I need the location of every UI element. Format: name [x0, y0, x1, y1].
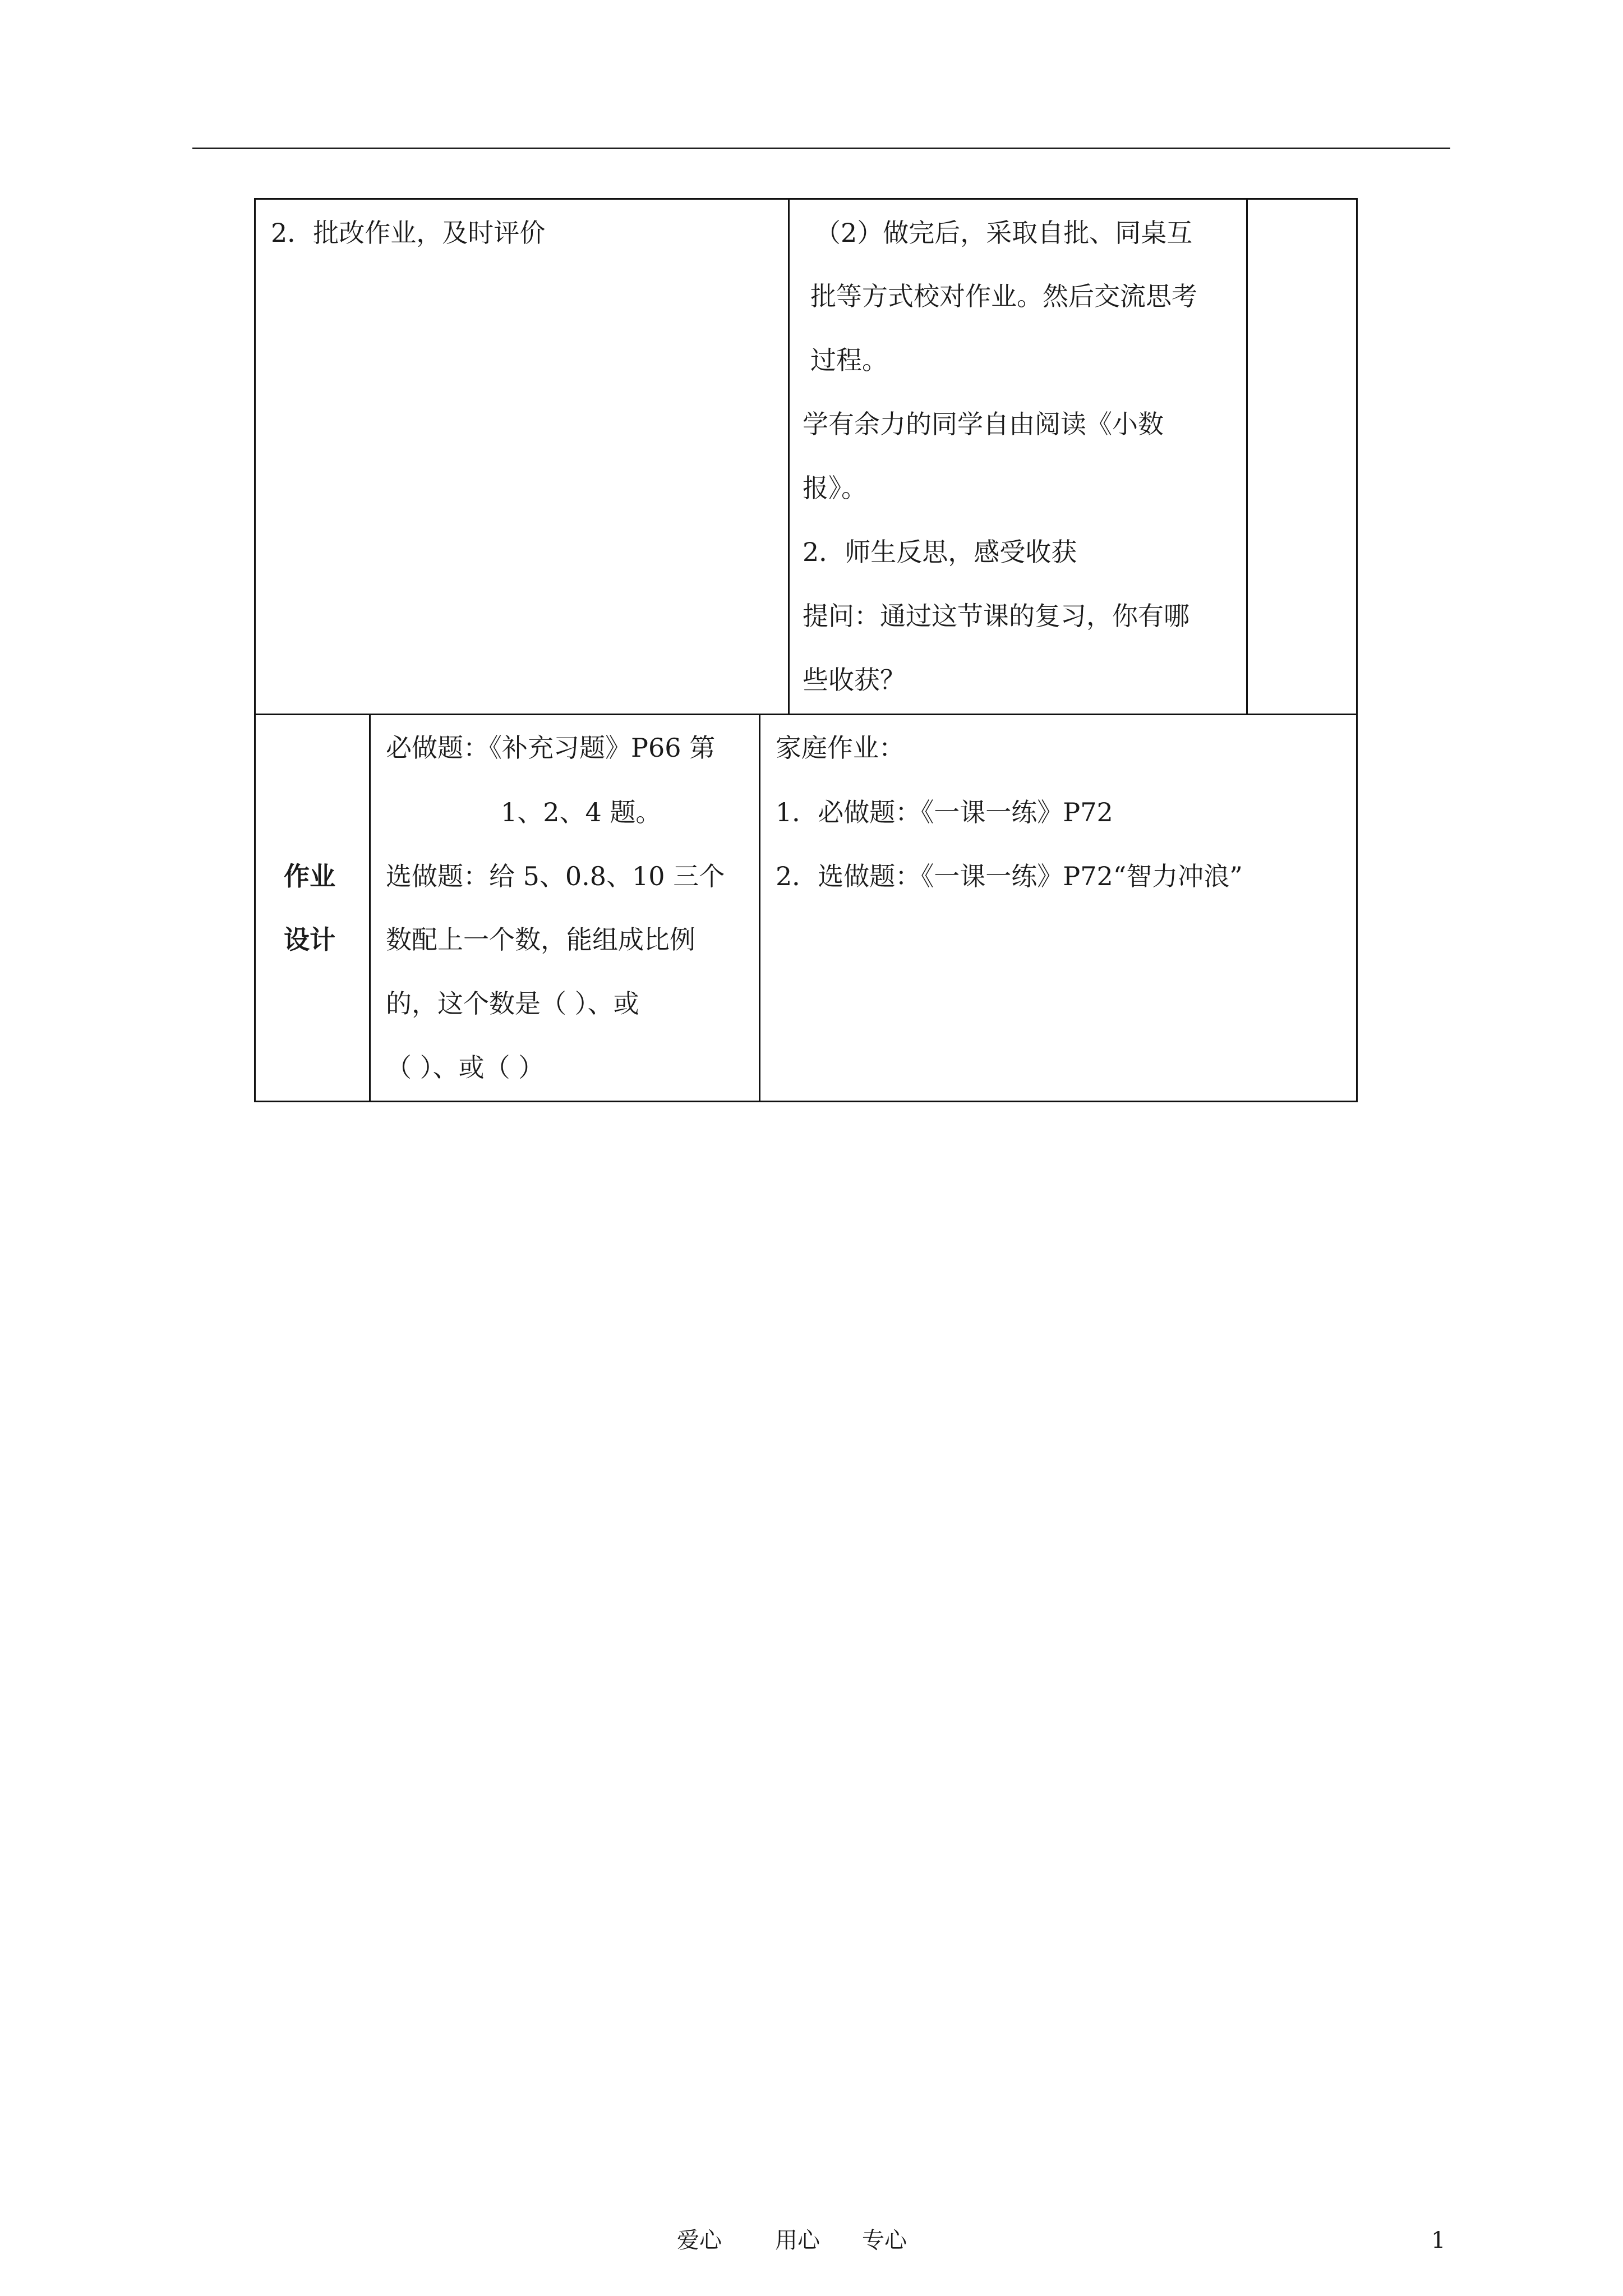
family-homework-line: 2．选做题：《一课一练》P72“智力冲浪”	[776, 861, 1243, 891]
activity-line: 提问：通过这节课的复习，你有哪	[803, 601, 1189, 631]
table-top-border	[254, 198, 1358, 200]
activity-line: （2）做完后，采取自批、同桌互	[815, 218, 1193, 248]
top-row-divider-1	[788, 198, 790, 715]
homework-label: 设计	[284, 924, 335, 955]
activity-line: 批等方式校对作业。然后交流思考	[810, 281, 1197, 311]
footer-motto-1: 爱心	[677, 2228, 722, 2253]
table-row-divider	[254, 714, 1358, 715]
bottom-row-divider-1	[369, 714, 371, 1102]
family-homework-line: 家庭作业：	[776, 733, 905, 763]
top-row-divider-2	[1246, 198, 1248, 715]
homework-line: （ ）、或（ ）	[386, 1052, 545, 1083]
homework-line: 数配上一个数，能组成比例	[386, 924, 695, 955]
homework-label: 作业	[284, 861, 335, 891]
activity-line: 些收获？	[803, 665, 906, 695]
activity-line: 报》。	[803, 473, 867, 503]
activity-line: 学有余力的同学自由阅读《小数	[803, 409, 1164, 439]
homework-line: 的，这个数是（ ）、或	[386, 988, 639, 1019]
footer-motto-2: 用心	[775, 2228, 820, 2253]
homework-line: 选做题：给 5、0.8、10 三个	[386, 861, 725, 891]
header-rule	[192, 148, 1450, 149]
table-left-border	[254, 198, 256, 1102]
activity-line: 过程。	[810, 345, 888, 375]
family-homework-line: 1．必做题：《一课一练》P72	[776, 797, 1113, 827]
table-right-border	[1356, 198, 1358, 1102]
grading-item: 2．批改作业，及时评价	[271, 218, 546, 248]
homework-line: 必做题：《补充习题》P66 第	[386, 733, 716, 763]
footer-motto-3: 专心	[862, 2228, 907, 2253]
homework-line: 1、2、4 题。	[501, 797, 662, 827]
page-number: 1	[1431, 2228, 1446, 2253]
activity-line: 2．师生反思，感受收获	[803, 537, 1077, 567]
table-bottom-border	[254, 1101, 1358, 1102]
bottom-row-divider-2	[759, 714, 760, 1102]
